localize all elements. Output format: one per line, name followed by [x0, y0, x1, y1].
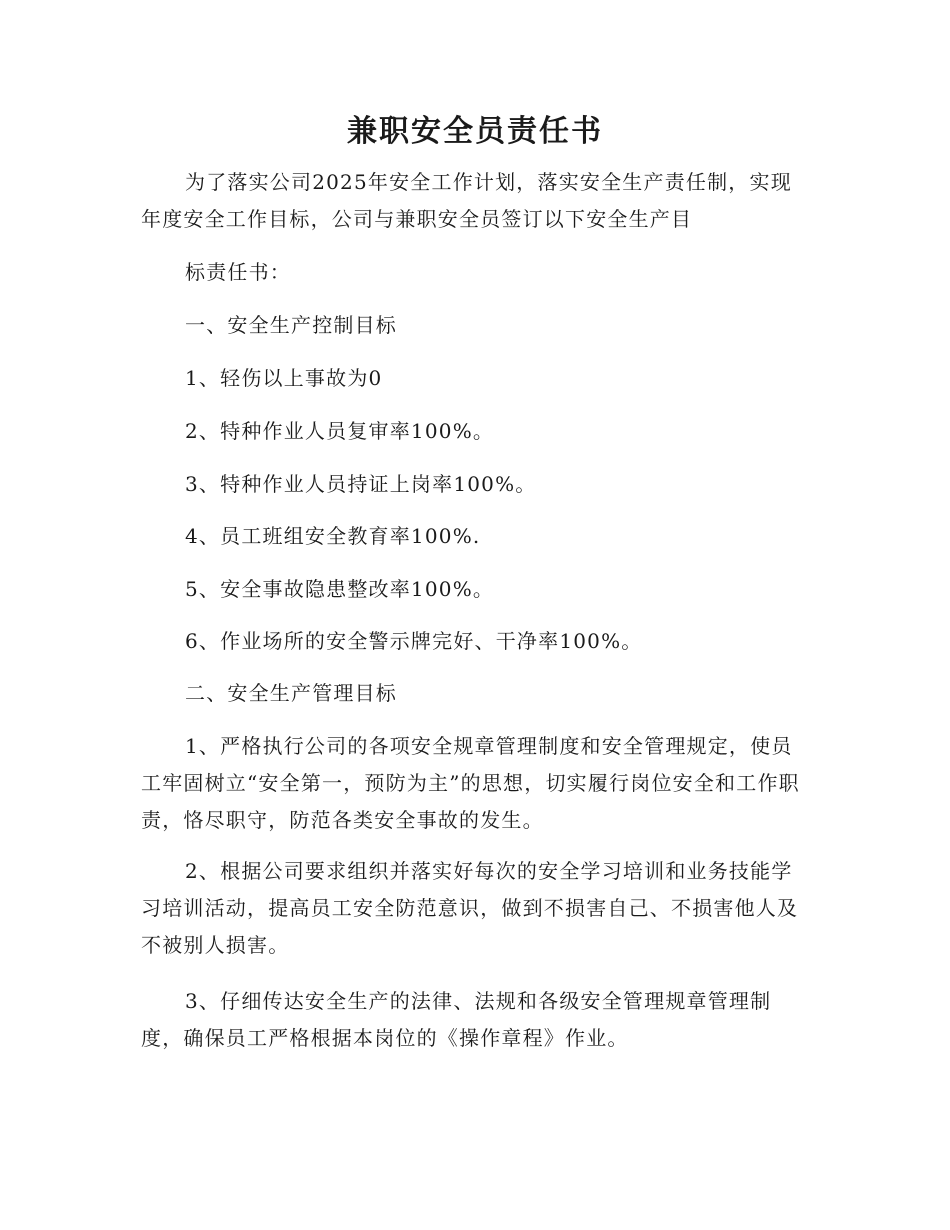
section2-paragraph-2: 2、根据公司要求组织并落实好每次的安全学习培训和业务技能学习培训活动，提高员工安全防范意识，做到不损害自己、不损害他人及不被别人损害。 — [141, 859, 799, 957]
section1-item-3: 3、特种作业人员持证上岗率100%。 — [185, 472, 537, 496]
section1-item-1: 1、轻伤以上事故为0 — [185, 366, 383, 390]
intro-paragraph: 为了落实公司2025年安全工作计划，落实安全生产责任制，实现年度安全工作目标，公司与兼职安全员签订以下安全生产目 — [141, 170, 792, 231]
section1-item-5: 5、安全事故隐患整改率100%。 — [185, 577, 495, 601]
section2-paragraph-3: 3、仔细传达安全生产的法律、法规和各级安全管理规章管理制度，确保员工严格根据本岗位的《操作章程》作业。 — [141, 989, 772, 1050]
section2-heading: 二、安全生产管理目标 — [185, 681, 397, 705]
document-title: 兼职安全员责任书 — [347, 114, 603, 149]
section2-paragraph-1: 1、严格执行公司的各项安全规章管理制度和安全管理规定，使员工牢固树立“安全第一，预防为主”的思想，切实履行岗位安全和工作职责，恪尽职守，防范各类安全事故的发生。 — [141, 734, 800, 832]
section1-item-6: 6、作业场所的安全警示牌完好、干净率100%。 — [185, 629, 643, 653]
section1-item-2: 2、特种作业人员复审率100%。 — [185, 419, 495, 443]
section1-heading: 一、安全生产控制目标 — [185, 313, 397, 337]
section1-item-4: 4、员工班组安全教育率100%. — [185, 524, 481, 548]
intro-continuation: 标责任书： — [185, 260, 291, 284]
